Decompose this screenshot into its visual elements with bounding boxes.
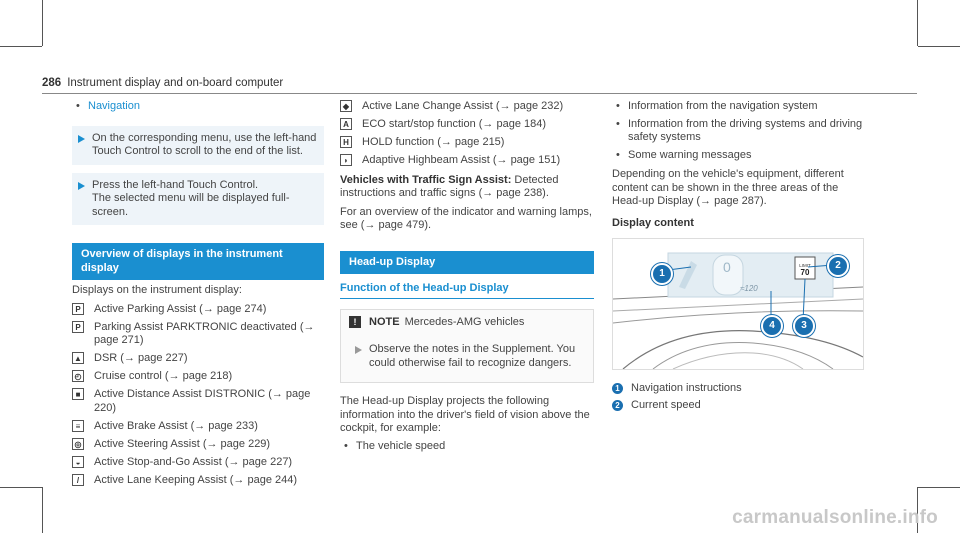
indicator-text: Active Steering Assist (→ page 229) — [94, 437, 271, 450]
nav-bullet-link[interactable]: Navigation — [88, 100, 140, 112]
step-2-text: Press the left-hand Touch Control. — [92, 178, 259, 191]
equipment-text: Depending on the vehicle's equipment, different content can be shown in the three areas of the Head-up Display (→ page 287). — [612, 168, 844, 207]
page-number: 286 — [42, 77, 62, 89]
crop-mark — [918, 487, 960, 488]
nav-bullet — [72, 100, 324, 114]
active-parking-assist-icon: P — [72, 303, 84, 315]
page-title: Instrument display and on-board computer — [67, 77, 284, 89]
hud-bullet: • The vehicle speed — [340, 440, 594, 454]
indicator-text: Active Brake Assist (→ page 233) — [94, 419, 258, 432]
distance-assist-icon: ■ — [72, 388, 84, 400]
hud-subheading: Function of the Head-up Display — [340, 282, 594, 299]
hud-range-readout: ≈120 — [740, 284, 758, 293]
callout-3: 3 — [793, 315, 815, 337]
step-1 — [72, 126, 324, 165]
crop-mark — [917, 0, 918, 46]
step-2-result: The selected menu will be displayed full-screen. — [92, 192, 290, 218]
column-2 — [340, 100, 594, 453]
crop-mark — [0, 46, 42, 47]
indicator-text: Active Lane Change Assist (→ page 232) — [362, 100, 564, 112]
cruise-control-icon: ◴ — [72, 370, 84, 382]
overview-ref: For an overview of the indicator and warning lamps, see (→ page 479). — [340, 205, 592, 231]
indicator-list — [72, 303, 324, 488]
legend-text: Current speed — [631, 398, 701, 411]
note-label: NOTE — [369, 315, 400, 328]
info-bullet-3: • Some warning messages — [612, 149, 866, 163]
traffic-sign-paragraph — [340, 174, 594, 201]
overview-heading: Overview of displays in the instrument display — [72, 243, 324, 280]
indicator-text: Active Stop-and-Go Assist (→ page 227) — [94, 455, 293, 468]
indicator-text: HOLD function (→ page 215) — [362, 136, 505, 148]
stop-and-go-icon: ◒ — [72, 456, 84, 468]
hold-function-icon: H — [340, 136, 352, 148]
crop-mark — [42, 487, 43, 533]
indicator-row — [72, 420, 324, 434]
overview-intro: Displays on the instrument display: — [72, 284, 242, 296]
indicator-row — [340, 118, 594, 132]
highbeam-assist-icon: ◗ — [340, 154, 352, 166]
parktronic-deactivated-icon: P — [72, 321, 84, 333]
callout-2: 2 — [827, 255, 849, 277]
steering-assist-icon: ◎ — [72, 438, 84, 450]
crop-mark — [918, 46, 960, 47]
traffic-sign-text: Detected instructions and traffic signs (→ page 238). — [340, 173, 559, 199]
indicator-list-2 — [340, 100, 594, 168]
note-box — [340, 309, 594, 384]
display-content-heading: Display content — [612, 216, 694, 229]
column-3 — [612, 100, 866, 415]
indicator-row — [72, 474, 324, 488]
watermark: carmanualsonline.info — [732, 507, 938, 528]
speed-limit-value: 70 — [800, 268, 810, 277]
indicator-text: Active Lane Keeping Assist (→ page 244) — [94, 473, 298, 486]
indicator-row — [72, 321, 324, 348]
hud-intro: The Head-up Display projects the following information into the driver's field of vision above the cockpit, for example: — [340, 395, 590, 434]
legend-item — [612, 382, 866, 396]
column-1 — [72, 100, 324, 492]
warning-icon: ! — [349, 316, 361, 328]
page-header — [42, 77, 283, 89]
indicator-row — [72, 388, 324, 415]
legend-item — [612, 399, 866, 413]
note-step-text: Observe the notes in the Supplement. You could otherwise fail to recognize dangers. — [369, 343, 576, 369]
indicator-row — [72, 303, 324, 317]
indicator-text: DSR (→ page 227) — [94, 352, 188, 364]
step-arrow-icon — [78, 182, 85, 190]
hud-speed-readout: 0 — [723, 259, 731, 275]
lane-change-assist-icon: ◆ — [340, 100, 352, 112]
callout-1: 1 — [651, 263, 673, 285]
step-1-text: On the corresponding menu, use the left-hand Touch Control to scroll to the end of the list. — [92, 131, 317, 157]
note-text: Mercedes-AMG vehicles — [404, 315, 525, 328]
brake-assist-icon: ≡ — [72, 420, 84, 432]
legend-number: 1 — [612, 383, 623, 394]
header-rule — [42, 93, 917, 94]
crop-mark — [42, 0, 43, 46]
indicator-text: Cruise control (→ page 218) — [94, 370, 233, 382]
indicator-row — [340, 100, 594, 114]
callout-4: 4 — [761, 315, 783, 337]
indicator-text: Parking Assist PARKTRONIC deactivated (→ page 271) — [94, 320, 315, 346]
callout-lines — [613, 239, 863, 369]
indicator-row — [72, 370, 324, 384]
indicator-text: Adaptive Highbeam Assist (→ page 151) — [362, 154, 561, 166]
indicator-row — [72, 352, 324, 366]
info-bullet-2: • Information from the driving systems and driving safety systems — [612, 118, 866, 145]
hud-figure — [612, 238, 864, 370]
traffic-sign-label: Vehicles with Traffic Sign Assist: — [340, 173, 512, 186]
indicator-text: ECO start/stop function (→ page 184) — [362, 118, 547, 130]
step-2 — [72, 173, 324, 226]
info-bullet-1: • Information from the navigation system — [612, 100, 866, 114]
indicator-row — [72, 456, 324, 470]
speed-limit-label: LIMIT — [799, 263, 811, 268]
dsr-icon: ▲ — [72, 352, 84, 364]
note-step — [349, 337, 585, 376]
step-arrow-icon — [78, 135, 85, 143]
lane-keeping-icon: / — [72, 474, 84, 486]
indicator-text: Active Parking Assist (→ page 274) — [94, 302, 267, 315]
eco-start-stop-icon: A — [340, 118, 352, 130]
indicator-row — [72, 438, 324, 452]
step-arrow-icon — [355, 346, 362, 354]
indicator-text: Active Distance Assist DISTRONIC (→ page 220) — [94, 388, 311, 414]
indicator-row — [340, 154, 594, 168]
legend-number: 2 — [612, 400, 623, 411]
legend-text: Navigation instructions — [631, 382, 742, 394]
crop-mark — [0, 487, 42, 488]
figure-legend — [612, 382, 866, 412]
indicator-row — [340, 136, 594, 150]
note-header — [349, 316, 585, 330]
hud-heading: Head-up Display — [340, 251, 594, 275]
